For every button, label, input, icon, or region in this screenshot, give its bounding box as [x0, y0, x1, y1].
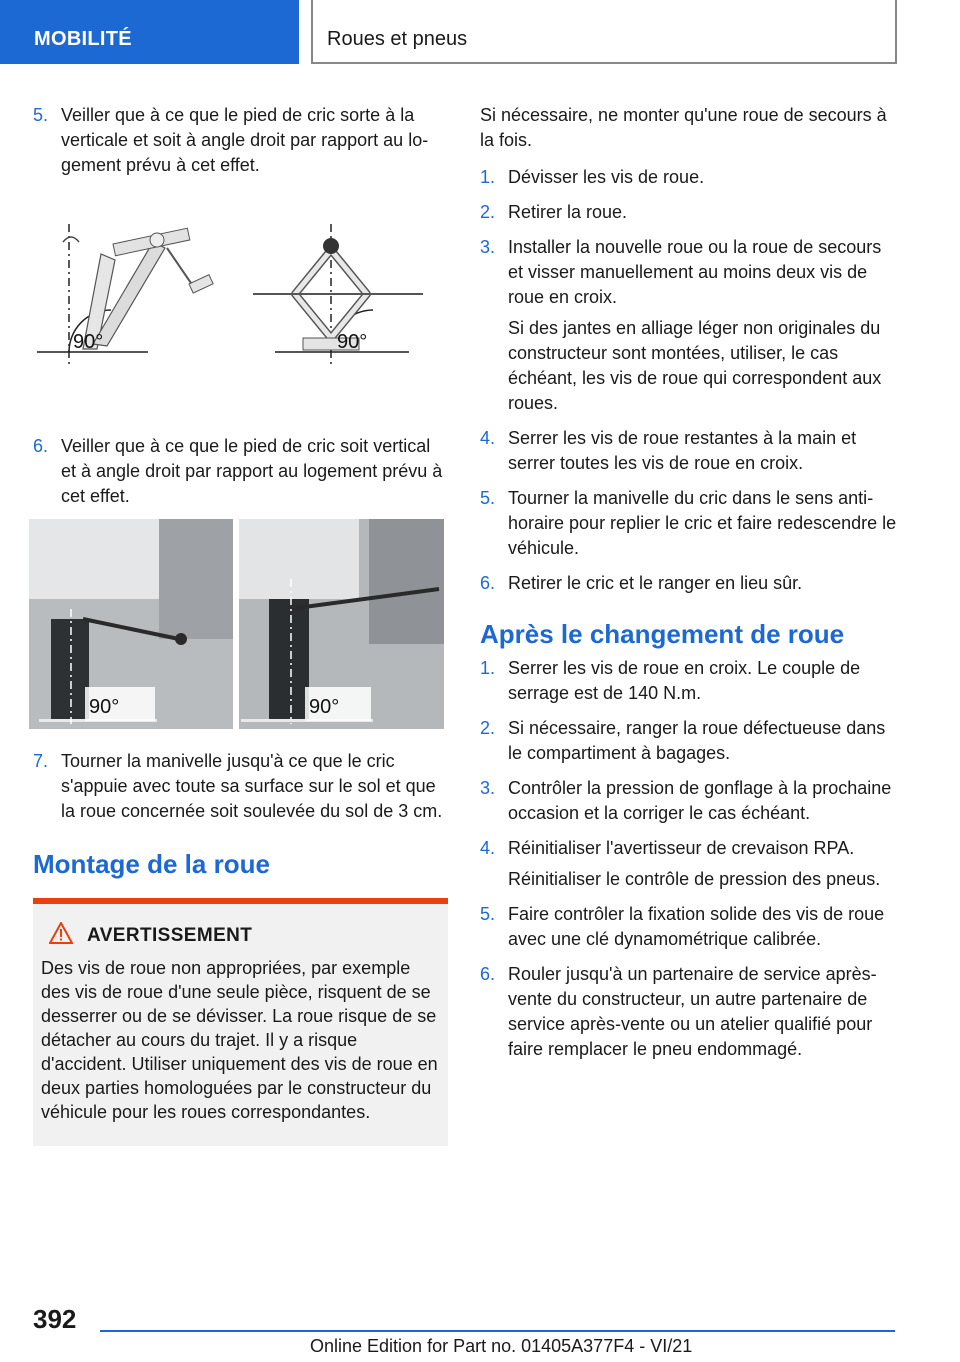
after-step-1 [480, 656, 900, 706]
left-column [33, 103, 448, 1146]
angle-label-right: 90° [337, 331, 368, 353]
step-number: 3. [480, 237, 496, 257]
jack-under-car-photo [29, 519, 444, 729]
step-text: Rouler jusqu'à un partenaire de service après-vente du constructeur, un autre partenaire de service après-vente ou un atelier qualifié pour faire remplacer le pneu endommagé. [508, 964, 877, 1059]
scissor-jack-illustration [33, 214, 448, 394]
step-2-remove [480, 200, 900, 225]
step-text: Réinitialiser l'avertisseur de crevaison RPA. [508, 838, 855, 858]
step-number: 1. [480, 167, 496, 187]
section-label: MOBILITÉ [34, 28, 132, 50]
step-6-store [480, 571, 900, 596]
step-text: Veiller que à ce que le pied de cric soit vertical et à angle droit par rapport au logement prévu à cet effet. [61, 436, 443, 506]
step-number: 6. [480, 964, 496, 984]
step-text: Dévisser les vis de roue. [508, 167, 705, 187]
chapter-header [311, 0, 897, 64]
step-text: Si nécessaire, ranger la roue défectueuse dans le compartiment à bagages. [508, 718, 886, 763]
angle-label-left: 90° [73, 331, 104, 353]
step-text: Serrer les vis de roue en croix. Le couple de serrage est de 140 N.m. [508, 658, 861, 703]
step-5-jack [33, 103, 448, 178]
step-number: 3. [480, 778, 496, 798]
step-text: Serrer les vis de roue restantes à la main et serrer toutes les vis de roue en croix. [508, 428, 857, 473]
step-text: Retirer la roue. [508, 202, 628, 222]
angle-label-left: 90° [89, 696, 120, 718]
warning-title: AVERTISSEMENT [87, 925, 253, 946]
warning-text: Des vis de roue non appropriées, par exemple des vis de roue d'une seule pièce, risquent de se desserrer ou de se dévisser. La roue risque de se détacher au cours du trajet. Il y a risque d'accident. Utiliser uniquement des vis de roue en deux parties homologuées par le constructeur du véhicule pour les roues correspondantes. [41, 958, 438, 1122]
step-5-lower [480, 486, 900, 561]
step-number: 5. [33, 105, 49, 125]
step-6-jack [33, 434, 448, 509]
angle-label-right: 90° [309, 696, 340, 718]
after-step-4 [480, 836, 900, 861]
step-text: Installer la nouvelle roue ou la roue de secours et visser manuellement au moins deux vis de roue en croix. [508, 237, 882, 307]
warning-header [41, 922, 440, 950]
step-number: 1. [480, 658, 496, 678]
step-number: 2. [480, 202, 496, 222]
page-number: 392 [33, 1304, 77, 1334]
step-number: 2. [480, 718, 496, 738]
step-number: 7. [33, 751, 49, 771]
after-step-2 [480, 716, 900, 766]
warning-triangle-icon [49, 922, 73, 950]
jack-angle-figure [33, 214, 448, 434]
after-step-5 [480, 902, 900, 952]
section-heading-mount: Montage de la roue [33, 849, 270, 879]
step-number: 6. [33, 436, 49, 456]
step-number: 4. [480, 838, 496, 858]
footer-edition: Online Edition for Part no. 01405A377F4 - VI/21 [310, 1336, 693, 1356]
step-number: 5. [480, 904, 496, 924]
step-text: Contrôler la pression de gonflage à la prochaine occasion et la corriger le cas échéant. [508, 778, 892, 823]
section-tab [0, 0, 299, 64]
warning-box [33, 898, 448, 1146]
jack-under-car-figure [29, 519, 448, 749]
after-step-3 [480, 776, 900, 826]
footer-rule [100, 1330, 895, 1332]
step-text: Veiller que à ce que le pied de cric sorte à la verticale et soit à angle droit par rapport au logement prévu à cet effet. [61, 105, 429, 175]
step-number: 6. [480, 573, 496, 593]
after-step-4-note: Réinitialiser le contrôle de pression des pneus. [508, 869, 881, 889]
intro-text: Si nécessaire, ne monter qu'une roue de secours à la fois. [480, 105, 887, 150]
step-4-tighten [480, 426, 900, 476]
section-heading-after: Après le changement de roue [480, 619, 845, 649]
after-step-6 [480, 962, 900, 1062]
step-3-note: Si des jantes en alliage léger non originales du constructeur sont montées, utiliser, le cas échéant, les vis de roue qui correspondent aux roues. [508, 318, 882, 413]
step-7-crank [33, 749, 448, 824]
step-3-install [480, 235, 900, 310]
step-1-unscrew [480, 165, 900, 190]
right-column [480, 103, 900, 1072]
step-number: 5. [480, 488, 496, 508]
step-text: Faire contrôler la fixation solide des vis de roue avec une clé dynamométrique calibrée. [508, 904, 885, 949]
step-number: 4. [480, 428, 496, 448]
chapter-title: Roues et pneus [327, 28, 468, 50]
step-text: Retirer le cric et le ranger en lieu sûr. [508, 573, 803, 593]
step-text: Tourner la manivelle du cric dans le sens antihoraire pour replier le cric et faire redescendre le véhicule. [508, 488, 897, 558]
step-text: Tourner la manivelle jusqu'à ce que le cric s'appuie avec toute sa surface sur le sol et que la roue concernée soit soulevée du sol de 3 cm. [61, 751, 443, 821]
